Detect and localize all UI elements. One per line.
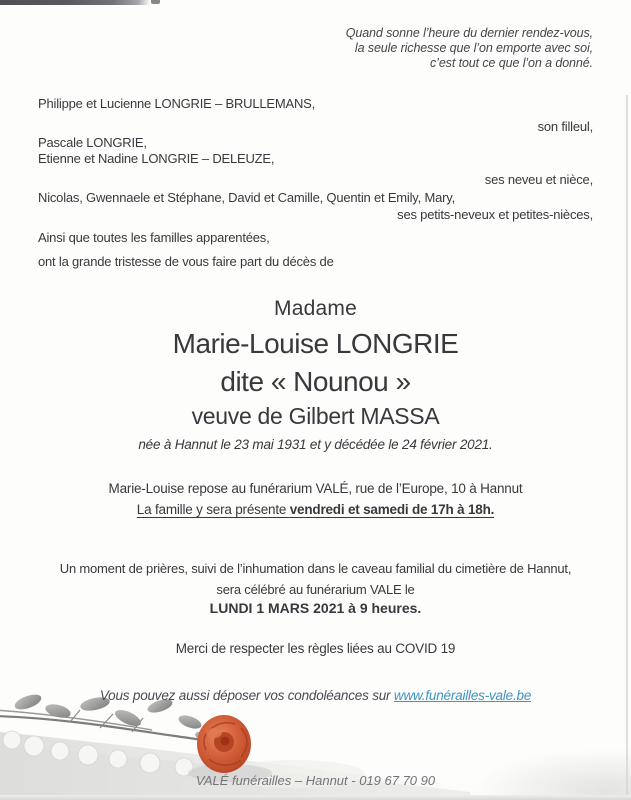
family-line-3: Etienne et Nadine LONGRIE – DELEUZE, bbox=[38, 151, 275, 166]
scan-edge-bottom bbox=[0, 795, 631, 800]
deceased-title: Madame bbox=[274, 297, 357, 320]
ceremony-date: LUNDI 1 MARS 2021 à 9 heures. bbox=[209, 600, 422, 616]
deceased-name: Marie-Louise LONGRIE bbox=[172, 328, 459, 359]
deceased-widow-of: veuve de Gilbert MASSA bbox=[191, 403, 440, 429]
visitation-location: Marie-Louise repose au funérarium VALÉ, rue de l’Europe, 10 à Hannut bbox=[108, 481, 523, 496]
deceased-dates: née à Hannut le 23 mai 1931 et y décédée le 24 février 2021. bbox=[138, 437, 493, 452]
ceremony-line-1: Un moment de prières, suivi de l’inhumation dans le caveau familial du cimetière de Hannut, bbox=[59, 561, 572, 576]
condolences-line bbox=[0, 688, 631, 703]
family-line-4: Nicolas, Gwennaele et Stéphane, David et Camille, Quentin et Emily, Mary, bbox=[38, 190, 456, 205]
quote-line-1: Quand sonne l’heure du dernier rendez-vous, bbox=[345, 26, 593, 40]
quote-line-3: c’est tout ce que l’on a donné. bbox=[430, 56, 593, 70]
family-line-5: Ainsi que toutes les familles apparentées, bbox=[38, 230, 270, 245]
family-relation-2: ses neveu et nièce, bbox=[484, 172, 593, 187]
family-line-1: Philippe et Lucienne LONGRIE – BRULLEMANS, bbox=[38, 96, 316, 111]
family-line-2: Pascale LONGRIE, bbox=[38, 135, 147, 150]
scan-smudge-blob bbox=[151, 0, 160, 4]
covid-note: Merci de respecter les règles liées au COVID 19 bbox=[175, 641, 456, 656]
family-line-6: ont la grande tristesse de vous faire part du décès de bbox=[38, 254, 334, 269]
visitation-schedule-regular: La famille y sera présente bbox=[136, 502, 290, 517]
condolences-link[interactable]: www.funérailles-vale.be bbox=[393, 688, 532, 703]
deceased-nickname: dite « Nounou » bbox=[220, 366, 411, 397]
funeral-home-footer: VALÉ funérailles – Hannut - 019 67 70 90 bbox=[195, 773, 436, 788]
family-relation-3: ses petits-neveux et petites-nièces, bbox=[397, 207, 593, 222]
scan-shadow-bottom-right bbox=[471, 748, 631, 796]
condolences-text: Vous pouvez aussi déposer vos condoléances sur bbox=[99, 688, 394, 703]
family-relation-1: son filleul, bbox=[537, 119, 593, 134]
quote-line-2: la seule richesse que l’on emporte avec soi, bbox=[354, 41, 593, 55]
visitation-schedule bbox=[0, 502, 631, 517]
scan-smudge-top-left bbox=[0, 0, 150, 5]
ceremony-line-2: sera célébré au funérarium VALE le bbox=[216, 582, 415, 597]
visitation-schedule-bold: vendredi et samedi de 17h à 18h. bbox=[289, 502, 495, 517]
